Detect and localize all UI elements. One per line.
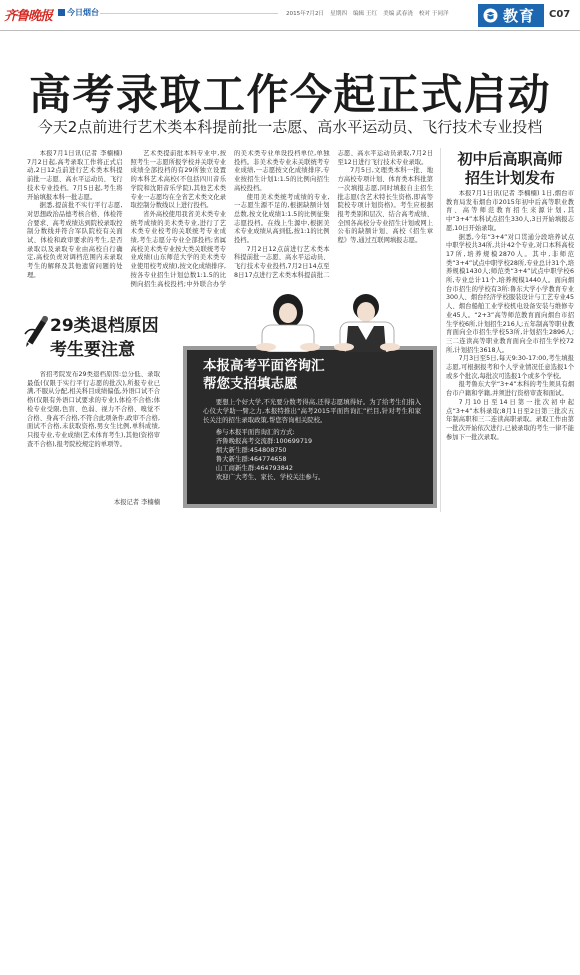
promo-group — [203, 446, 421, 455]
notice-paragraph: 省招考院发布29类退档原因:总分低、录取最低(仅限于实行平行志愿的批次),所报专业已满,不服从分配,相关科目成绩偏低,外语口试不合格(仅限有外语口试要求的专业),体检不合格;体检专业受限,色盲、色弱、视力不合格、嗅觉不合格、身高不合格,不符合此项条件,政审不合格,面试不合格,未获取资格,男女生比例,单科成绩,只报专业,专业成绩(艺术体育考生),其他(资格审查不合格),报考院校规定的单项等。 — [27, 371, 160, 448]
masthead-logo: 齐鲁晚报 — [4, 9, 53, 24]
sidebar-headline-line1: 初中后高职高师 — [457, 150, 563, 168]
education-icon — [483, 8, 498, 23]
promo-group-label: 鲁大新生群: — [215, 455, 250, 463]
promo-group-number: 454808750 — [249, 446, 287, 454]
main-paragraph: 本报7月1日讯(记者 李楠楠) 7月2日起,高考录取工作将正式启动,2日12点前进行艺术类本科提前批一志愿、高水平运动员、飞行技术专业投档。7月5日起,考生将开始填报本科一批志愿。 — [27, 150, 123, 201]
promo-title-line2: 帮您支招填志愿 — [203, 376, 298, 392]
editor-credit: 编辑 王红 — [352, 11, 378, 17]
sidebar-paragraph: 本报7月1日讯(记者 李楠楠) 1日,烟台市教育局发布烟台市2015年初中后高等职业教育、高等师范教育招生来源计划,其中“3+4”本科试点招生330人,3日开始填报志愿,10日开始录取。 — [446, 190, 574, 232]
promo-group — [203, 455, 421, 464]
section-tag-label: 今日烟台 — [67, 8, 99, 17]
issue-date: 2015年7月2日 — [286, 11, 325, 17]
notice-byline: 本报记者 李楠楠 — [113, 499, 160, 506]
section-tag — [58, 7, 99, 18]
promo-chalkboard — [183, 346, 437, 508]
channel-label: 教育 — [503, 7, 536, 25]
designer-credit: 美编 武春浇 — [383, 11, 413, 17]
notice-headline-line1: 29类退档原因 — [50, 316, 159, 336]
column-divider — [440, 148, 441, 512]
issue-weekday: 星期四 — [330, 11, 347, 17]
sidebar-paragraph: 报考鲁东大学“3+4”本科的考生须具有烟台市户籍和学籍,并须进行资格审查和面试。 — [446, 381, 574, 398]
header-rule — [100, 13, 278, 14]
promo-title-line1: 本报高考平面咨询汇 — [203, 358, 325, 374]
main-paragraph: 使用美术类统考成绩的专业,一志愿生源不足的,根据缺额计划总数,按文化成绩1:1.5的比例征集志愿投档。在线上生源中,根据美术专业成绩从高到低,按1:1的比例投档。 — [234, 193, 330, 245]
promo-group-number: 464793842 — [256, 464, 293, 472]
promo-intro: 要想上个好大学,不光要分数考得高,还得志愿填得好。为了给考生们指入心仪大学助一臂之力,本报特推出“高考2015平面咨询汇”栏目,针对考生和家长关注的招生录取政策,帮您咨询相关院校。 — [203, 398, 421, 424]
students-illustration — [236, 290, 416, 352]
promo-group — [203, 464, 421, 473]
sidebar-paragraph: 7月3日至5日,每天9:30-17:00,考生填报志愿,可根据报考和个人学业情况任意选报1个或多个批次,每批次可选报1个或多个学校。 — [446, 355, 574, 380]
promo-group-label: 齐鲁晚报高考交流群: — [215, 437, 276, 445]
issue-meta — [286, 9, 449, 17]
main-headline: 高考录取工作今起正式启动 — [28, 70, 551, 119]
promo-group-label: 烟大新生群: — [215, 446, 250, 454]
sidebar-headline-line2: 招生计划发布 — [464, 169, 555, 187]
main-paragraph: 艺术类提前批本科专业中,按照考生一志愿所报学校并关联专业成绩全部投档的有29所独立设置的本科艺术高校(不包括四川音乐学院和沈阳音乐学院),其他艺术类专业一志愿均在全省艺术类文化录取控制分数线以上进行投档。 — [130, 150, 226, 210]
notice-article-body — [27, 371, 160, 497]
pencil-icon — [23, 314, 49, 348]
main-paragraph: 据悉,提前批不实行平行志愿,对思想政治品德考核合格、体检符合要求、高考成绩达到院校录取控制分数线并符合军队院校有关面试、体检和政审要求的考生,是否录取以及录取专业由高校自行确定,高校负责对调档范围内未录取考生的解释及其他遗留问题的处理。 — [27, 202, 123, 279]
promo-group-label: 山工商新生群: — [215, 464, 257, 472]
sidebar-headline — [445, 150, 575, 188]
header-divider — [0, 30, 580, 31]
main-article-body — [27, 150, 433, 296]
promo-group — [203, 437, 421, 446]
page-number: C07 — [549, 9, 571, 20]
main-paragraph: 7月2日12点前进行艺术类本科提前批一志愿、高水平运动员、飞行技术专业投档,7月2日14点至8日17点进行艺术类本科提前批二志愿、高水平运动员录取,7月2日至12日进行飞行技术专业录取。 — [234, 150, 433, 279]
promo-closing: 欢迎广大考生、家长、学校关注参与。 — [215, 473, 325, 481]
promo-group-number: 100699719 — [275, 437, 313, 445]
sidebar-paragraph: 7月10日至14日第一批次初中起点“3+4”本科录取;8月1日至2日第三批次五年制高职和三二连读高职录取。录取工作由第一批次开始依次进行,已被录取的考生一律不能参加下一批次录取。 — [446, 398, 574, 441]
channel-badge — [478, 4, 544, 27]
main-subheadline: 今天2点前进行艺术类本科提前批一志愿、高水平运动员、飞行技术专业投档 — [37, 118, 543, 136]
sidebar-paragraph: 据悉,今年“3+4”对口贯通分段培养试点中职学校共34所,共计42个专业,对口本科高校17所,培养规模2870人。其中,非师范类“3+4”试点中职学校28所,专业总计31个,培养规模1430人;师范类“3+4”试点中职学校6所,专业总计11个,培养规模1440人。面向烟台市招生的学校有3所:鲁东大学小学教育专业300人、烟台经济学校服装设计与工艺专业45人、烟台船舶工业学校机电设备安装与维修专业45人。“2+3”高等师范教育面向烟台市招生学校6所,计划招生216人;五年制高等职业教育面向全市招生学校53所,计划招生2896人;三二连读高等职业教育面向全市招生学校72所,计划招生3618人。 — [446, 233, 574, 354]
sidebar-article-body — [446, 190, 574, 512]
proofreader-credit: 校对 于同洋 — [418, 11, 449, 17]
section-tag-icon — [58, 9, 65, 16]
promo-group-number: 464774658 — [249, 455, 287, 463]
promo-how-to: 参与本报平面咨询汇的方式: — [215, 428, 295, 436]
notice-headline-line2: 考生要注意 — [50, 340, 135, 360]
main-paragraph: 7月5日,文理类本科一批、地方高校专项计划、体育类本科批第一次填报志愿,同时填报自主招生批志愿(含艺术特长生资格,即高等院校专项计划资格)。考生应根据报考类别和层次、结合高考成绩、全国各高校分专业招生计划或网上公布的缺额计划、高校《招生章程》等,通过互联网填报志愿。 — [337, 167, 433, 245]
main-paragraph: 省外高校使用我省美术类专业统考成绩的美术类专业,进行了艺术类专业校考的关联统考专业成绩,考生志愿分专业全部投档;省属高校美术类专业按大类关联统考专业成绩(山东师范大学的美术类专业使用校考成绩),按文化成绩排序,按各专业招生计划总数1:1.5的比例向招生高校投档;中外联合办学的美术类专业单设投档单位,单独投档。非美术类专业未关联统考专业成绩,一志愿按文化成绩排序,专业按招生计划1:1.5的比例向招生高校投档。 — [130, 150, 330, 288]
